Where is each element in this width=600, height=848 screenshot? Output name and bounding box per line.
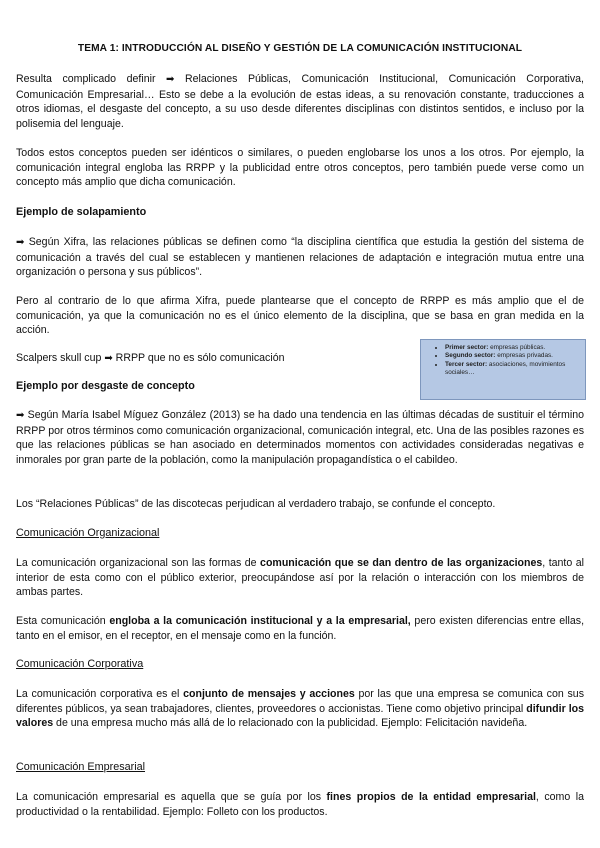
- right-arrow-icon: ➡: [16, 237, 25, 248]
- xifra-text: Según Xifra, las relaciones públicas se definen como “la disciplina científica que estudia la gestión del sistema de comunicación a través del cual se establecen y mantienen relaciones de adaptación e integración mutua entre una organización o persona y sus públicos”.: [16, 236, 584, 278]
- section-heading-empresarial: Comunicación Empresarial: [16, 761, 146, 773]
- sector-item: • Segundo sector: empresas privadas.: [445, 352, 579, 360]
- intro-p1-rest: Relaciones Públicas, Comunicación Institucional, Comunicación Corporativa, Comunicación Empresarial… Esto se debe a la evolución de estas ideas, a su renovación constante, traducciones a otros idiomas, el desgaste del concepto, a su uso desde diferentes disciplinas con distintos sentidos, e incluso por la polisemia del lenguaje.: [16, 73, 584, 130]
- corporativa-paragraph: La comunicación corporativa es el conjunto de mensajes y acciones por las que una empresa se comunica con sus diferentes públicos, ya sean trabajadores, clientes, proveedores o accionistas. Tiene como objetivo principal difundir los valores de una empresa mucho más allá de lo relacionado con la publicidad. Ejemplo: Felicitación navideña.: [16, 688, 585, 729]
- page-title: TEMA 1: INTRODUCCIÓN AL DISEÑO Y GESTIÓN DE LA COMUNICACIÓN INSTITUCIONAL: [77, 43, 523, 54]
- section-heading-desgaste: Ejemplo por desgaste de concepto: [16, 380, 195, 392]
- empresarial-paragraph: La comunicación empresarial es aquella que se guía por los fines propios de la entidad empresarial, como la productividad o la rentabilidad. Ejemplo: Folleto con los productos.: [16, 791, 585, 818]
- intro-paragraph-1: [16, 72, 584, 131]
- right-arrow-icon: ➡: [16, 410, 25, 421]
- scalpers-text: Scalpers skull cup: [16, 352, 105, 364]
- section-heading-solapamiento: Ejemplo de solapamiento: [16, 206, 147, 218]
- intro-paragraph-2: Todos estos conceptos pueden ser idénticos o similares, o pueden englobarse los unos a los otros. Por ejemplo, la comunicación integral engloba las RRPP y la publicidad entre otros conceptos, pero también puede verse como un concepto más amplio que dicha comunicación.: [16, 147, 584, 188]
- scalpers-note: [16, 351, 406, 367]
- intro-p1-start: Resulta complicado definir: [16, 73, 167, 85]
- right-arrow-icon: ➡: [166, 74, 175, 85]
- sectors-box: [420, 339, 586, 400]
- scalpers-text-rest: RRPP que no es sólo comunicación: [112, 352, 285, 364]
- xifra-paragraph: [16, 235, 584, 280]
- section-heading-corporativa: Comunicación Corporativa: [16, 658, 144, 670]
- organizacional-paragraph-2: Esta comunicación engloba a la comunicación institucional y a la empresarial, pero existen diferencias entre ellas, tanto en el emisor, en el receptor, en el mensaje como en la función.: [16, 615, 585, 642]
- sector-item: • Primer sector: empresas públicas.: [445, 344, 579, 352]
- rrpp-paragraph: Pero al contrario de lo que afirma Xifra, puede plantearse que el concepto de RRPP es más amplio que el de comunicación, ya que la comunicación no es el único elemento de la disciplina, que se basa en gran medida en la acción.: [16, 295, 584, 336]
- sector-item: • Tercer sector: asociaciones, movimientos sociales…: [445, 361, 579, 378]
- miguez-paragraph: [16, 408, 584, 467]
- organizacional-paragraph-1: La comunicación organizacional son las formas de comunicación que se dan dentro de las organizaciones, tanto al interior de esta como con el público exterior, preocupándose así por la relación o interacción con los miembros de ambas partes.: [16, 557, 584, 598]
- miguez-text: Según María Isabel Míguez González (2013) se ha dado una tendencia en las últimas décadas de sustituir el término RRPP por otros términos como comunicación organizacional, comunicación integral, etc. Una de las posibles razones es que las relaciones públicas se han asociado en determinados momentos con actividades consideradas negativas e inmorales por gran parte de la población, como la manipulación propagandística o el cabildeo.: [16, 409, 584, 466]
- section-heading-organizacional: Comunicación Organizacional: [16, 527, 160, 539]
- right-arrow-icon: ➡: [104, 353, 113, 364]
- discotecas-paragraph: Los “Relaciones Públicas” de las discotecas perjudican al verdadero trabajo, se confunde el concepto.: [16, 498, 496, 510]
